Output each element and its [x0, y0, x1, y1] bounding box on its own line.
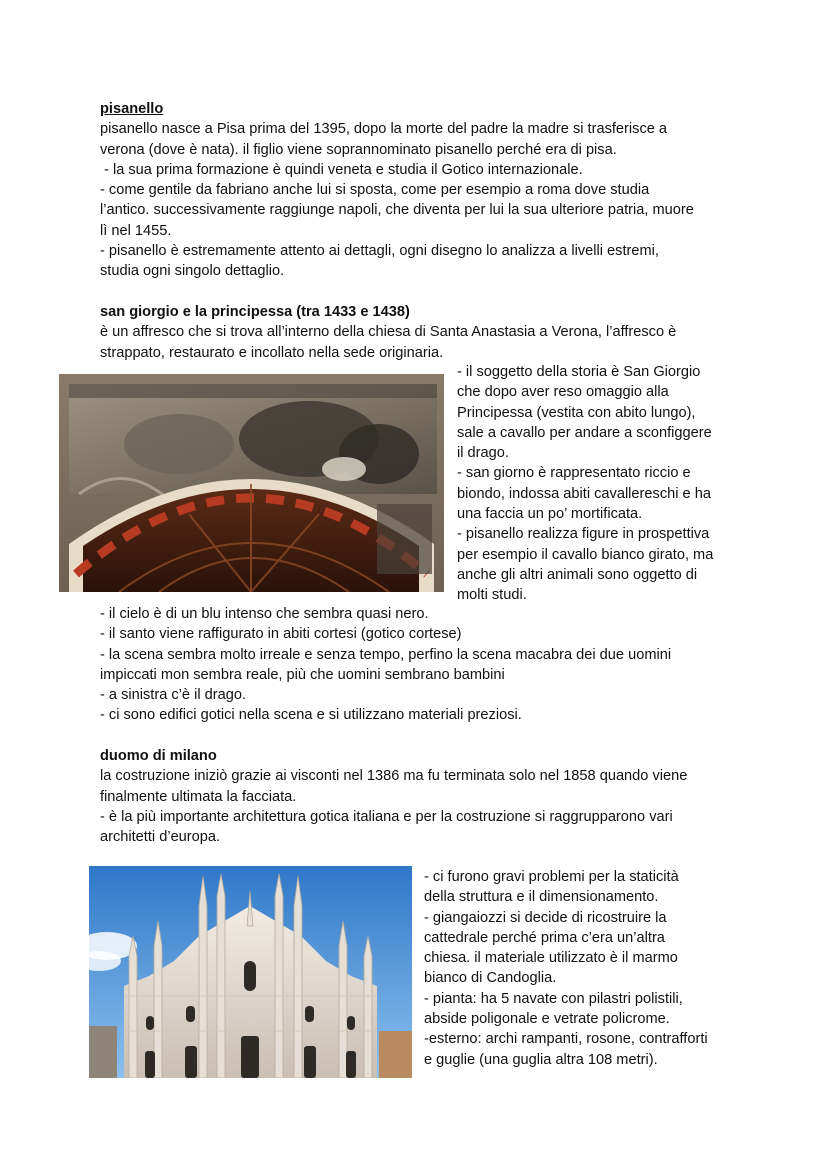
side-line: molti studi.: [457, 587, 527, 604]
side-line: - ci furono gravi problemi per la staticità: [424, 869, 679, 885]
paragraph-line: architetti d’europa.: [100, 829, 221, 846]
side-line: - pianta: ha 5 navate con pilastri polistili,: [424, 990, 683, 1007]
paragraph-line: - è la più importante architettura gotica italiana e per la costruzione si raggrupparono vari: [100, 808, 673, 825]
paragraph-line: - la sua prima formazione è quindi veneta e studia il Gotico internazionale.: [100, 161, 583, 178]
paragraph-line: finalmente ultimata la facciata.: [100, 788, 297, 805]
side-line: - pisanello realizza figure in prospettiva: [457, 526, 710, 543]
side-line: della struttura e il dimensionamento.: [424, 889, 659, 906]
side-line: per esempio il cavallo bianco girato, ma: [457, 546, 714, 563]
side-line: anche gli altri animali sono oggetto di: [457, 566, 698, 583]
side-line: biondo, indossa abiti cavallereschi e ha: [457, 485, 711, 502]
paragraph-line: studia ogni singolo dettaglio.: [100, 263, 285, 280]
side-line: e guglie (una guglia altra 108 metri).: [424, 1051, 658, 1068]
side-line: bianco di Candoglia.: [424, 970, 557, 987]
duomo-image: [89, 866, 412, 1078]
side-line: - il soggetto della storia è San Giorgio: [457, 364, 701, 380]
side-line: sale a cavallo per andare a sconfiggere: [457, 424, 712, 441]
paragraph-line: pisanello nasce a Pisa prima del 1395, dopo la morte del padre la madre si trasferisce a: [100, 121, 668, 138]
paragraph-line: - a sinistra c’è il drago.: [100, 687, 246, 704]
fresco-image: [59, 374, 444, 592]
paragraph-line: strappato, restaurato e incollato nella sede originaria.: [100, 344, 444, 361]
san-giorgio-after-text: [100, 604, 730, 726]
side-line: -esterno: archi rampanti, rosone, contrafforti: [424, 1031, 708, 1048]
section-title-san-giorgio: san giorgio e la principessa (tra 1433 e 1438): [100, 304, 410, 320]
section-title-pisanello: pisanello: [100, 101, 164, 117]
side-line: abside poligonale e vetrate policrome.: [424, 1011, 670, 1028]
side-line: chiesa. il materiale utilizzato è il marmo: [424, 950, 678, 967]
side-line: che dopo aver reso omaggio alla: [457, 384, 669, 401]
paragraph-line: lì nel 1455.: [100, 222, 172, 239]
paragraph-line: - il cielo è di un blu intenso che sembra quasi nero.: [100, 606, 429, 622]
section-title-duomo: duomo di milano: [100, 748, 217, 764]
paragraph-line: - la scena sembra molto irreale e senza tempo, perfino la scena macabra dei due uomini: [100, 646, 672, 663]
side-line: Principessa (vestita con abito lungo),: [457, 404, 696, 421]
paragraph-line: - il santo viene raffigurato in abiti cortesi (gotico cortese): [100, 626, 462, 643]
paragraph-line: - pisanello è estremamente attento ai dettagli, ogni disegno lo analizza a livelli estremi,: [100, 243, 659, 260]
side-line: cattedrale perché prima c’era un’altra: [424, 929, 665, 946]
paragraph-line: - ci sono edifici gotici nella scena e si utilizzano materiali preziosi.: [100, 707, 522, 724]
section-duomo: [100, 746, 730, 847]
side-line: una faccia un po’ mortificata.: [457, 506, 643, 523]
duomo-side-text: [424, 867, 708, 1070]
side-line: - giangaiozzi si decide di ricostruire la: [424, 909, 667, 926]
paragraph-line: la costruzione iniziò grazie ai visconti nel 1386 ma fu terminata solo nel 1858 quando viene: [100, 768, 688, 785]
paragraph-line: - come gentile da fabriano anche lui si sposta, come per esempio a roma dove studia: [100, 182, 650, 199]
side-line: - san giorno è rappresentato riccio e: [457, 465, 691, 482]
paragraph-line: impiccati mon sembra reale, più che uomini sembrano bambini: [100, 666, 505, 683]
section-pisanello: [100, 99, 730, 282]
side-line: il drago.: [457, 445, 509, 462]
paragraph-line: l’antico. successivamente raggiunge napoli, che diventa per lui la sua ulteriore patria, muore: [100, 202, 694, 219]
section-san-giorgio: [100, 302, 730, 363]
san-giorgio-side-text: [457, 362, 713, 606]
paragraph-line: verona (dove è nata). il figlio viene soprannominato pisanello perché era di pisa.: [100, 141, 617, 158]
paragraph-line: è un affresco che si trova all’interno della chiesa di Santa Anastasia a Verona, l’affresco è: [100, 324, 677, 341]
